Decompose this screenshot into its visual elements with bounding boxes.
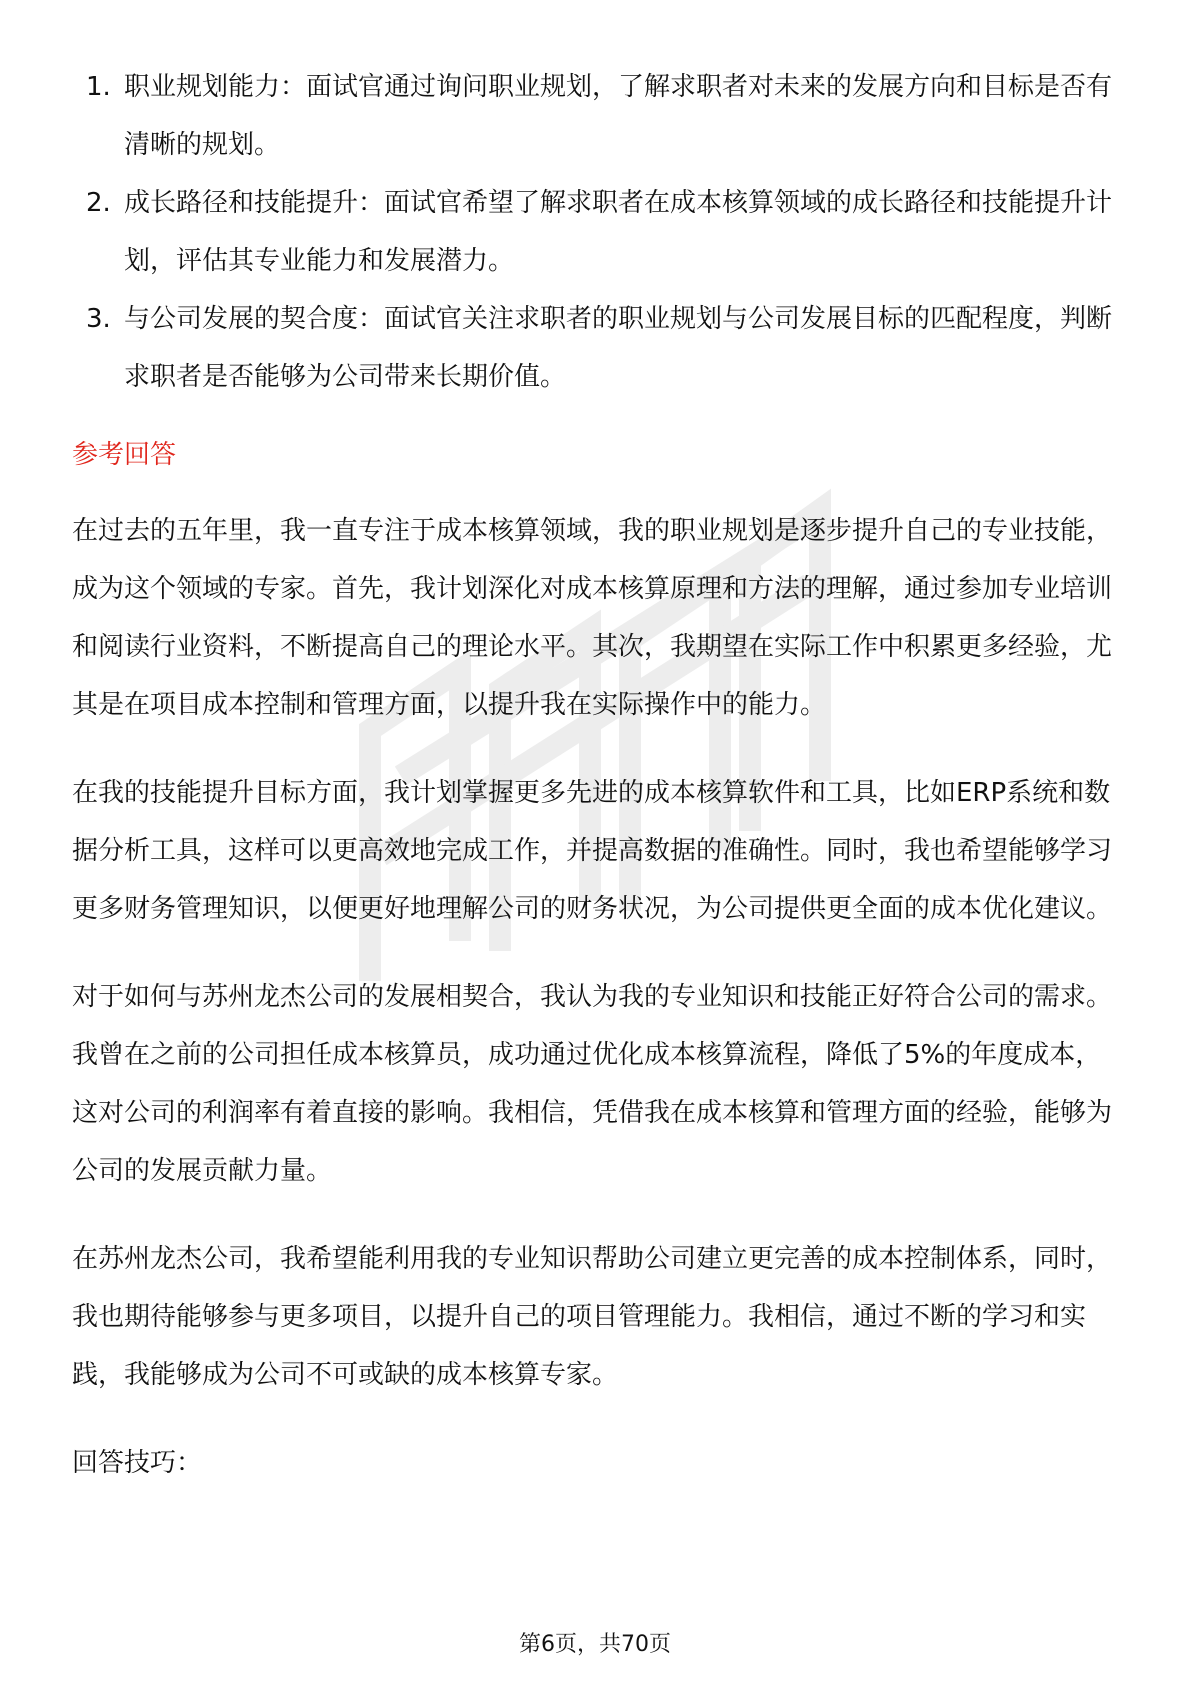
answer-tips-label: 回答技巧： (72, 1448, 203, 1478)
list-item (72, 58, 1122, 174)
section-title-reference-answer: 参考回答 (72, 440, 177, 470)
answer-paragraph: 在我的技能提升目标方面，我计划掌握更多先进的成本核算软件和工具，比如ERP系统和数据分析工具，这样可以更高效地完成工作，并提高数据的准确性。同时，我也希望能够学习更多财务管理知识，以便更好地理解公司的财务状况，为公司提供更全面的成本优化建议。 (72, 778, 1113, 924)
list-item-text: 职业规划能力：面试官通过询问职业规划，了解求职者对未来的发展方向和目标是否有清晰的规划。 (124, 72, 1113, 160)
evaluation-points-list (72, 58, 1122, 406)
list-item-number: 1. (86, 72, 111, 102)
answer-paragraph: 在苏州龙杰公司，我希望能利用我的专业知识帮助公司建立更完善的成本控制体系，同时，我也期待能够参与更多项目，以提升自己的项目管理能力。我相信，通过不断的学习和实践，我能够成为公司不可或缺的成本核算专家。 (72, 1244, 1113, 1390)
list-item (72, 174, 1122, 290)
list-item-text: 与公司发展的契合度：面试官关注求职者的职业规划与公司发展目标的匹配程度，判断求职者是否能够为公司带来长期价值。 (124, 304, 1113, 392)
list-item-text: 成长路径和技能提升：面试官希望了解求职者在成本核算领域的成长路径和技能提升计划，评估其专业能力和发展潜力。 (124, 188, 1113, 276)
answer-paragraph: 在过去的五年里，我一直专注于成本核算领域，我的职业规划是逐步提升自己的专业技能，成为这个领域的专家。首先，我计划深化对成本核算原理和方法的理解，通过参加专业培训和阅读行业资料，不断提高自己的理论水平。其次，我期望在实际工作中积累更多经验，尤其是在项目成本控制和管理方面，以提升我在实际操作中的能力。 (72, 516, 1113, 720)
document-content (72, 58, 1122, 1492)
answer-paragraph: 对于如何与苏州龙杰公司的发展相契合，我认为我的专业知识和技能正好符合公司的需求。我曾在之前的公司担任成本核算员，成功通过优化成本核算流程，降低了5%的年度成本，这对公司的利润率有着直接的影响。我相信，凭借我在成本核算和管理方面的经验，能够为公司的发展贡献力量。 (72, 982, 1113, 1186)
list-item-number: 2. (86, 188, 111, 218)
list-item-number: 3. (86, 304, 111, 334)
list-item (72, 290, 1122, 406)
page-number-footer: 第6页，共70页 (519, 1632, 671, 1657)
